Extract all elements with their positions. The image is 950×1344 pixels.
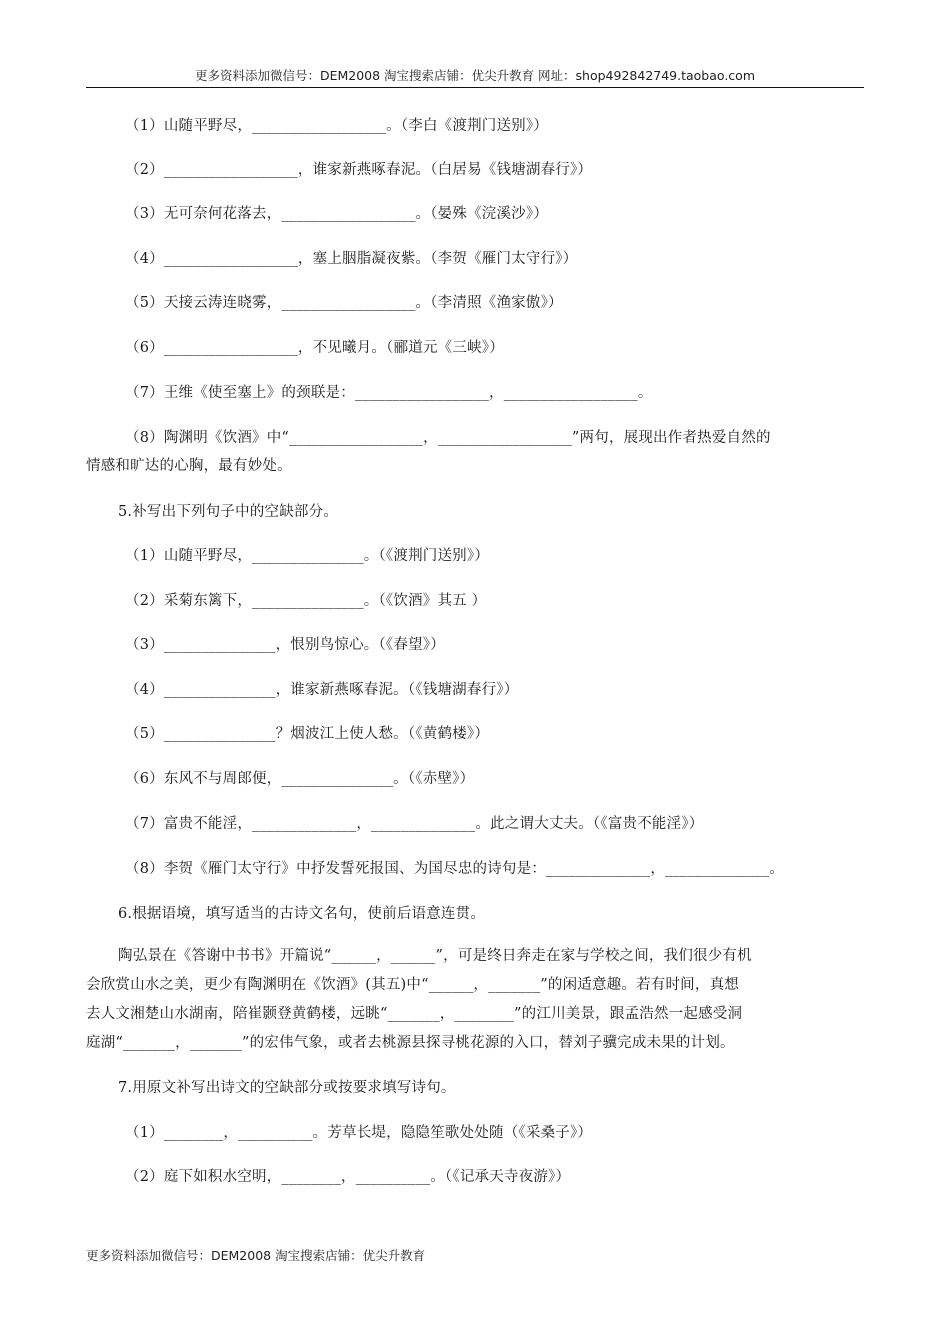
q5-item-1: （1）山随平野尽，_______________。（《渡荆门送别》） — [125, 548, 490, 564]
q7-item-1: （1）________，__________。芳草长堤，隐隐笙歌处处随（《采桑子》） — [125, 1125, 593, 1141]
q5-item-8: （8）李贺《雁门太守行》中抒发誓死报国、为国尽忠的诗句是：______________，______________。 — [125, 861, 785, 877]
q5-item-3: （3）_______________，恨别鸟惊心。（《春望》） — [125, 637, 445, 653]
header-divider — [86, 87, 864, 88]
q4-item-3: （3）无可奈何花落去，__________________。（晏殊《浣溪沙》） — [125, 206, 549, 222]
page-footer: 更多资料添加微信号：DEM2008 淘宝搜索店铺：优尖升教育 — [86, 1248, 426, 1263]
q5-title: 5.补写出下列句子中的空缺部分。 — [118, 504, 339, 520]
q6-line-3: 去人文湘楚山水湖南，陪崔颢登黄鹤楼，远眺“_______，________”的江川美景，跟孟浩然一起感受洞 — [86, 1006, 743, 1022]
q6-line-1: 陶弘景在《答谢中书书》开篇说“______，______”，可是终日奔走在家与学校之间，我们很少有机 — [118, 948, 752, 964]
page-header: 更多资料添加微信号：DEM2008 淘宝搜索店铺：优尖升教育 网址：shop492842749.taobao.com — [194, 68, 756, 83]
q7-item-2: （2）庭下如积水空明，________，__________。（《记承天寺夜游》） — [125, 1169, 571, 1185]
q5-item-2: （2）采菊东篱下，_______________。（《饮酒》其五 ） — [125, 593, 487, 609]
q4-item-6: （6）__________________，不见曦月。（郦道元《三峡》） — [125, 340, 504, 356]
q4-item-7: （7）王维《使至塞上》的颈联是：__________________，__________________。 — [125, 385, 653, 401]
q4-item-8: （8）陶渊明《饮酒》中“__________________，__________________”两句，展现出作者热爱自然的 — [125, 430, 771, 446]
q5-item-7: （7）富贵不能淫，______________，______________。此之谓大丈夫。（《富贵不能淫》） — [125, 816, 704, 832]
q4-item-1: （1）山随平野尽，__________________。（李白《渡荆门送别》） — [125, 118, 549, 134]
q4-item-8-continued: 情感和旷达的心胸，最有妙处。 — [86, 458, 292, 474]
q4-item-4: （4）__________________，塞上胭脂凝夜紫。（李贺《雁门太守行》） — [125, 251, 578, 267]
q5-item-6: （6）东风不与周郎便，_______________。（《赤壁》） — [125, 771, 475, 787]
q6-line-2: 会欣赏山水之美，更少有陶渊明在《饮酒》(其五)中“______，_______”的闲适意趣。若有时间，真想 — [86, 977, 739, 993]
q6-line-4: 庭湖“_______，_______”的宏伟气象，或者去桃源县探寻桃花源的入口，替刘子骥完成未果的计划。 — [86, 1035, 735, 1051]
q6-title: 6.根据语境，填写适当的古诗文名句，使前后语意连贯。 — [118, 906, 486, 922]
q6-paragraph — [86, 942, 866, 1058]
q7-title: 7.用原文补写出诗文的空缺部分或按要求填写诗句。 — [118, 1080, 456, 1096]
q5-item-5: （5）_______________？烟波江上使人愁。（《黄鹤楼》） — [125, 726, 490, 742]
q4-item-2: （2）__________________，谁家新燕啄春泥。（白居易《钱塘湖春行》） — [125, 162, 593, 178]
q4-item-5: （5）天接云涛连晓雾，__________________。（李清照《渔家傲》） — [125, 295, 563, 311]
q5-item-4: （4）_______________，谁家新燕啄春泥。（《钱塘湖春行》） — [125, 682, 519, 698]
